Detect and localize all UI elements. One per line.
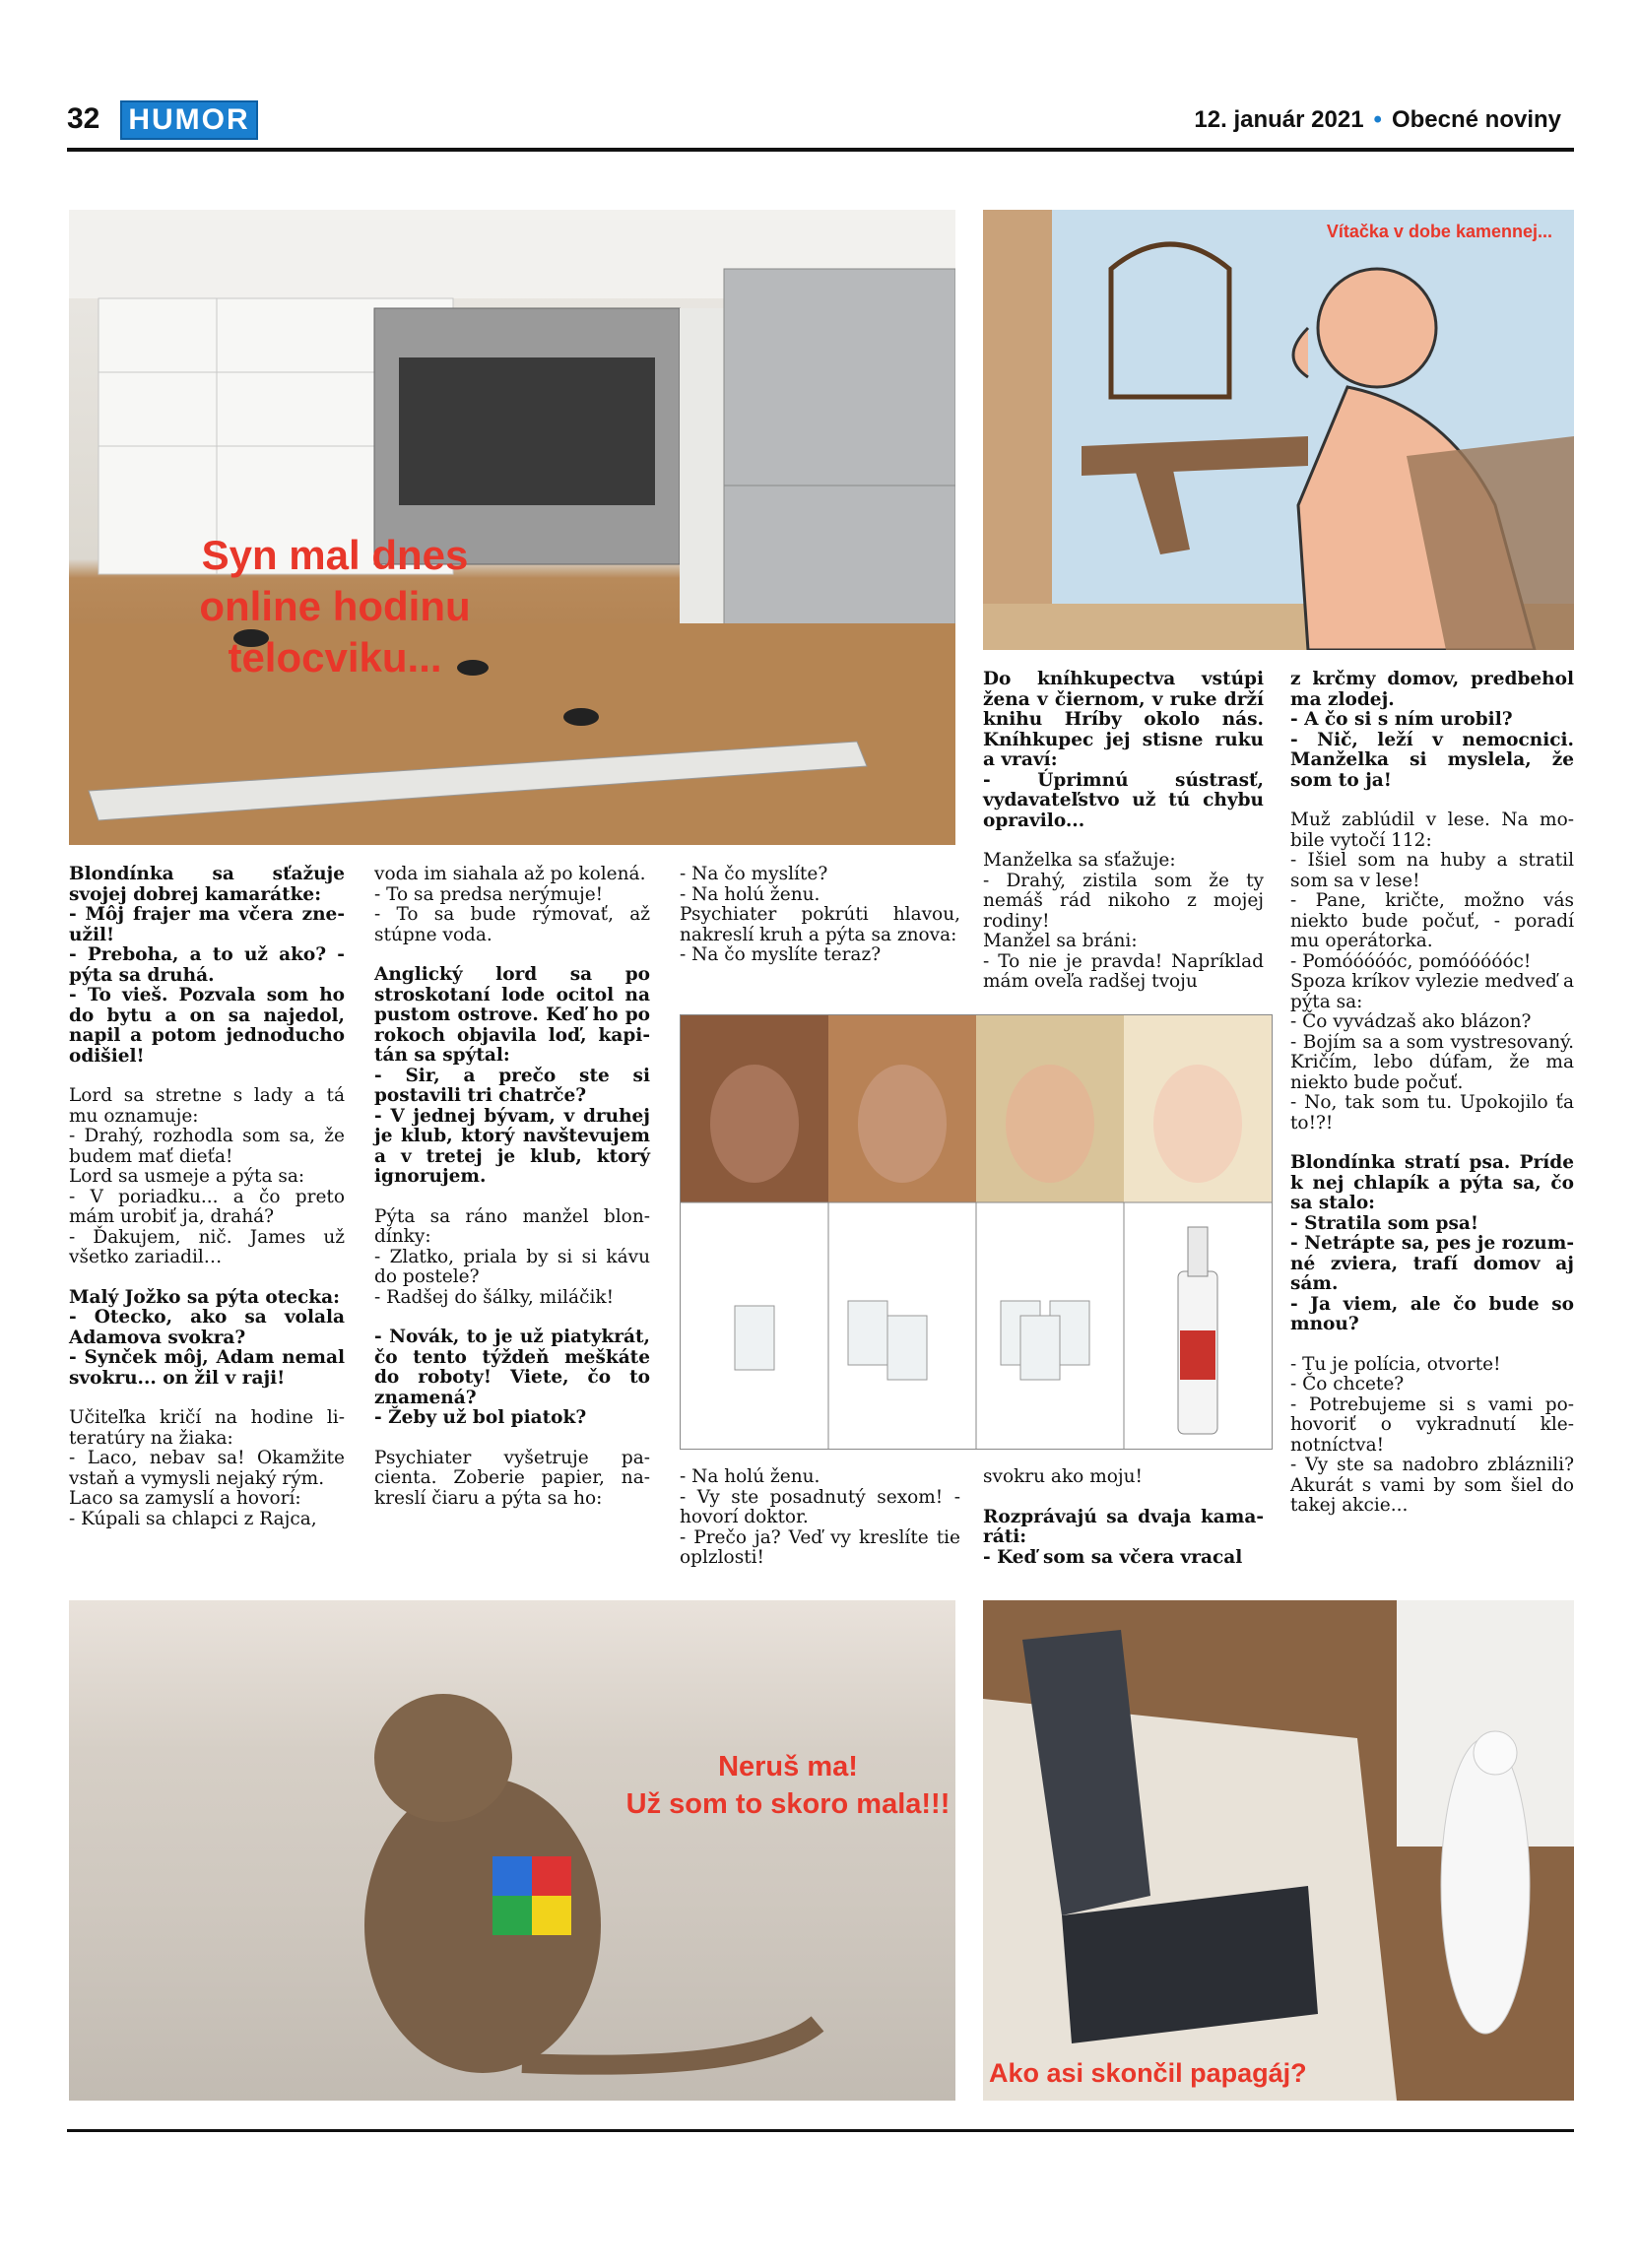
joke-teacher-rhyme: Učiteľka kričí na hodine literatúry na žiaka: - Laco, nebav sa! Okamžite vstaň a vymysli nejaký rým. Laco sa zamyslí a hovorí: - Kúpali sa chlapci z Rajca, [69,1407,345,1529]
kitchen-caption-line-1: Syn mal dnes [201,532,469,578]
joke-psychiatrist-end: - Na holú ženu. - Vy ste posadnutý sexom! - hovorí doktor. - Prečo ja? Veď vy kreslíte tie oplzlosti! [680,1466,960,1568]
joke-thief-cont: z krčmy domov, predbehol ma zlodej. - A čo si s ním urobil? - Nič, leží v nemocnici. Manželka si myslela, že som to ja! [1290,669,1574,791]
column-2 [374,865,650,1528]
column-5 [1290,670,1574,1536]
joke-lost-in-forest: Muž zablúdil v lese. Na mobile vytočí 112: - Išiel som na huby a stratil som sa v lese! - Pane, kričte, možno vás niekto bude počuť, - poradí mu operátorka. - Pomóóóóóc, pomóóóóóc! Spoza kríkov vylezie medveď a pýta sa: - Čo vyvádzaš ako blázon? - Bojím sa a som vystresovaný. Kričím, lebo dúfam, že ma niekto bude počuť. - No, tak som tu. Upokojilo ťa to!?! [1290,810,1574,1134]
joke-police: - Tu je polícia, otvorte! - Čo chcete? - Potrebujeme si s vami pohovoriť o vykradnutí klenotníctva! - Vy ste sa nadobro zbláznili? Akurát s vami by som šiel do takej akcie... [1290,1353,1574,1516]
parrot-illustration [983,1600,1574,2101]
column-1 [69,865,345,1549]
joke-wife-family: Manželka sa sťažuje: - Drahý, zistila som že ty nemáš rád nikoho z mojej rodiny! Manžel sa bráni: - To nie je pravda! Napríklad mám oveľa radšej tvoju [983,850,1264,992]
cat-illustration [69,1600,955,2101]
joke-novak-late: - Novák, to je už piatykrát, čo tento týždeň meškáte do roboty! Viete, čo to znamená? - Žeby už bol piatok? [374,1327,650,1428]
joke-adam-mother-in-law: Malý Jožko sa pýta otecka: - Otecko, ako sa volala Adamova svokra? - Synček môj, Adam nemal svokru... on žil v raji! [69,1286,345,1389]
vodka-faces-grid [680,1014,1273,1450]
joke-bookstore: Do kníhkupectva vstúpi žena v čiernom, v ruke drží knihu Hríby okolo nás. Kníhkupec jej stisne ruku a vraví: - Úprimnú sústrasť, vydavateľstvo už tú chybu opravilo... [983,669,1264,831]
joke-blonde-boyfriend: Blondínka sa sťažuje svojej dobrej kamarátke: - Môj frajer ma včera zneužil! - Preboha, a to už ako? - pýta sa druhá. - To vieš. Pozvala som ho do bytu a on sa najedol, napil a potom jednoducho odišiel! [69,864,345,1067]
cat-caption [621,1748,955,1823]
page-number: 32 [67,102,100,135]
joke-wife-family-end: svokru ako moju! [983,1466,1143,1487]
joke-teacher-rhyme-cont: voda im siahala až po kolená. - To sa predsa nerýmuje! - To sa bude rýmovať, až stúpne voda. [374,864,650,945]
joke-psychiatrist-cont: - Na čo myslíte? - Na holú ženu. Psychiater pokrúti hlavou, nakreslí kruh a pýta sa znova: - Na čo myslíte teraz? [680,864,960,965]
cat-caption-line-2: Už som to skoro mala!!! [625,1788,951,1820]
cat-caption-line-1: Neruš ma! [718,1751,858,1782]
caveman-illustration [983,210,1574,650]
caveman-caption: Vítačka v dobe kamennej... [1326,222,1552,241]
column-3-top [680,865,960,986]
column-3-bottom [680,1467,960,1588]
joke-blonde-dog: Blondínka stratí psa. Príde k nej chlapík a pýta sa, čo sa stalo: - Stratila som psa! - Netrápte sa, pes je rozumné zviera, trafí domov aj sám. - Ja viem, ale čo bude so mnou? [1290,1152,1574,1334]
joke-lord-island: Anglický lord sa po stroskotaní lode ocitol na pustom ostrove. Keď ho po rokoch objavila loď, kapitán sa spýtal: - Sir, a prečo ste si postavili tri chatrče? - V jednej bývam, v druhej je klub, ktorý navštevujem a v tretej je klub, ktorý ignorujem. [374,964,650,1187]
column-4-top [983,670,1264,1012]
header-rule [67,148,1574,152]
kitchen-illustration [69,210,955,845]
bullet-icon: • [1373,106,1382,133]
issue-date: 12. január 2021 [1194,106,1364,133]
joke-thief-start: Rozprávajú sa dvaja kamaráti: - Keď som sa včera vracal [983,1506,1264,1568]
vodka-faces-illustration [681,1015,1272,1449]
parrot-laptop-photo [983,1600,1574,2101]
kitchen-caption [108,530,561,683]
kitchen-caption-line-2: online hodinu telocviku... [199,583,471,680]
publication-name: Obecné noviny [1391,106,1561,133]
joke-coffee: Pýta sa ráno manžel blondínky: - Zlatko, priala by si si kávu do postele? - Radšej do šálky, miláčik! [374,1205,650,1308]
caveman-cartoon [983,210,1574,650]
joke-lord-lady: Lord sa stretne s lady a tá mu oznamuje: - Drahý, rozhodla som sa, že budem mať dieťa! Lord sa usmeje a pýta sa: - V poriadku... a čo preto mám urobiť ja, drahá? - Ďakujem, nič. James už všetko zariadil… [69,1085,345,1267]
joke-psychiatrist-start: Psychiater vyšetruje pacienta. Zoberie papier, nakreslí čiaru a pýta sa ho: [374,1447,650,1509]
cat-rubik-photo [69,1600,955,2101]
issue-info [1194,106,1561,134]
kitchen-photo [69,210,955,845]
section-label: HUMOR [120,100,258,140]
parrot-caption: Ako asi skončil papagáj? [989,2058,1307,2088]
footer-rule [67,2129,1574,2132]
column-4-bottom [983,1467,1264,1588]
